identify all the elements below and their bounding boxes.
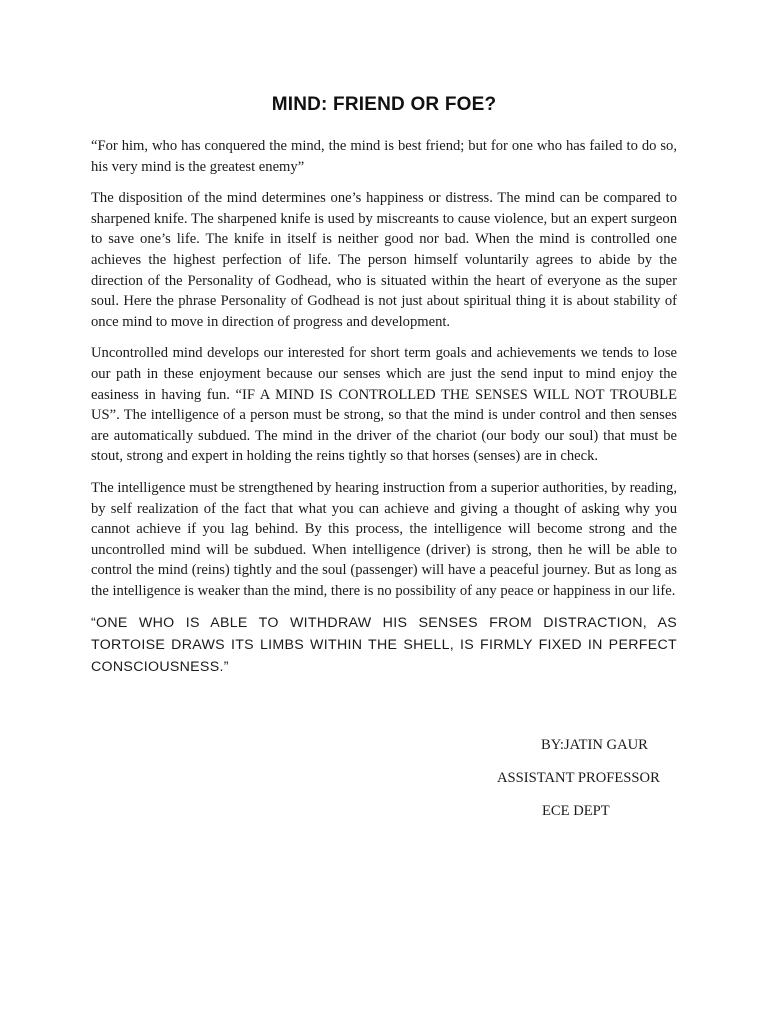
body-paragraph: The intelligence must be strengthened by hearing instruction from a superior authorities, by reading, by self realization of the fact that what you can achieve and giving a thought of asking why you cannot achieve if you lag behind. By this process, the intelligence will become strong and the uncontrolled mind will be subdued. When intelligence (driver) is strong, then he will be able to control the mind (reins) tightly and the soul (passenger) will have a peaceful journey. But as long as the intelligence is weaker than the mind, there is no possibility of any peace or happiness in our life. — [91, 479, 677, 599]
document-title: MIND: FRIEND OR FOE? — [271, 94, 497, 115]
signature-position: ASSISTANT PROFESSOR — [497, 770, 660, 786]
closing-quote-paragraph: “ONE WHO IS ABLE TO WITHDRAW HIS SENSES FROM DISTRACTION, AS TORTOISE DRAWS ITS LIMBS WITHIN THE SHELL, IS FIRMLY FIXED IN PERFECT CONSCIOUSNESS.” — [91, 615, 677, 676]
opening-quote-paragraph: “For him, who has conquered the mind, the mind is best friend; but for one who has failed to do so, his very mind is the greatest enemy” — [91, 138, 677, 175]
signature-author: BY:JATIN GAUR — [541, 737, 648, 753]
body-paragraph: The disposition of the mind determines one’s happiness or distress. The mind can be compared to sharpened knife. The sharpened knife is used by miscreants to cause violence, but an expert surgeon to save one’s life. The knife in itself is neither good nor bad. When the mind is controlled one achieves the highest perfection of life. The person himself voluntarily agrees to abide by the direction of the Personality of Godhead, who is situated within the heart of everyone as the super soul. Here the phrase Personality of Godhead is not just about spiritual thing it is about stability of once mind to move in direction of progress and development. — [91, 190, 677, 330]
signature-department: ECE DEPT — [542, 803, 610, 819]
document-body — [91, 136, 677, 689]
body-paragraph: Uncontrolled mind develops our interested for short term goals and achievements we tends to lose our path in these enjoyment because our senses which are just the send input to mind enjoy the easiness in having fun. “IF A MIND IS CONTROLLED THE SENSES WILL NOT TROUBLE US”. The intelligence of a person must be strong, so that the mind is under control and then senses are automatically subdued. The mind in the driver of the chariot (our body our soul) that must be stout, strong and expert in holding the reins tightly so that horses (senses) are in check. — [91, 345, 677, 465]
